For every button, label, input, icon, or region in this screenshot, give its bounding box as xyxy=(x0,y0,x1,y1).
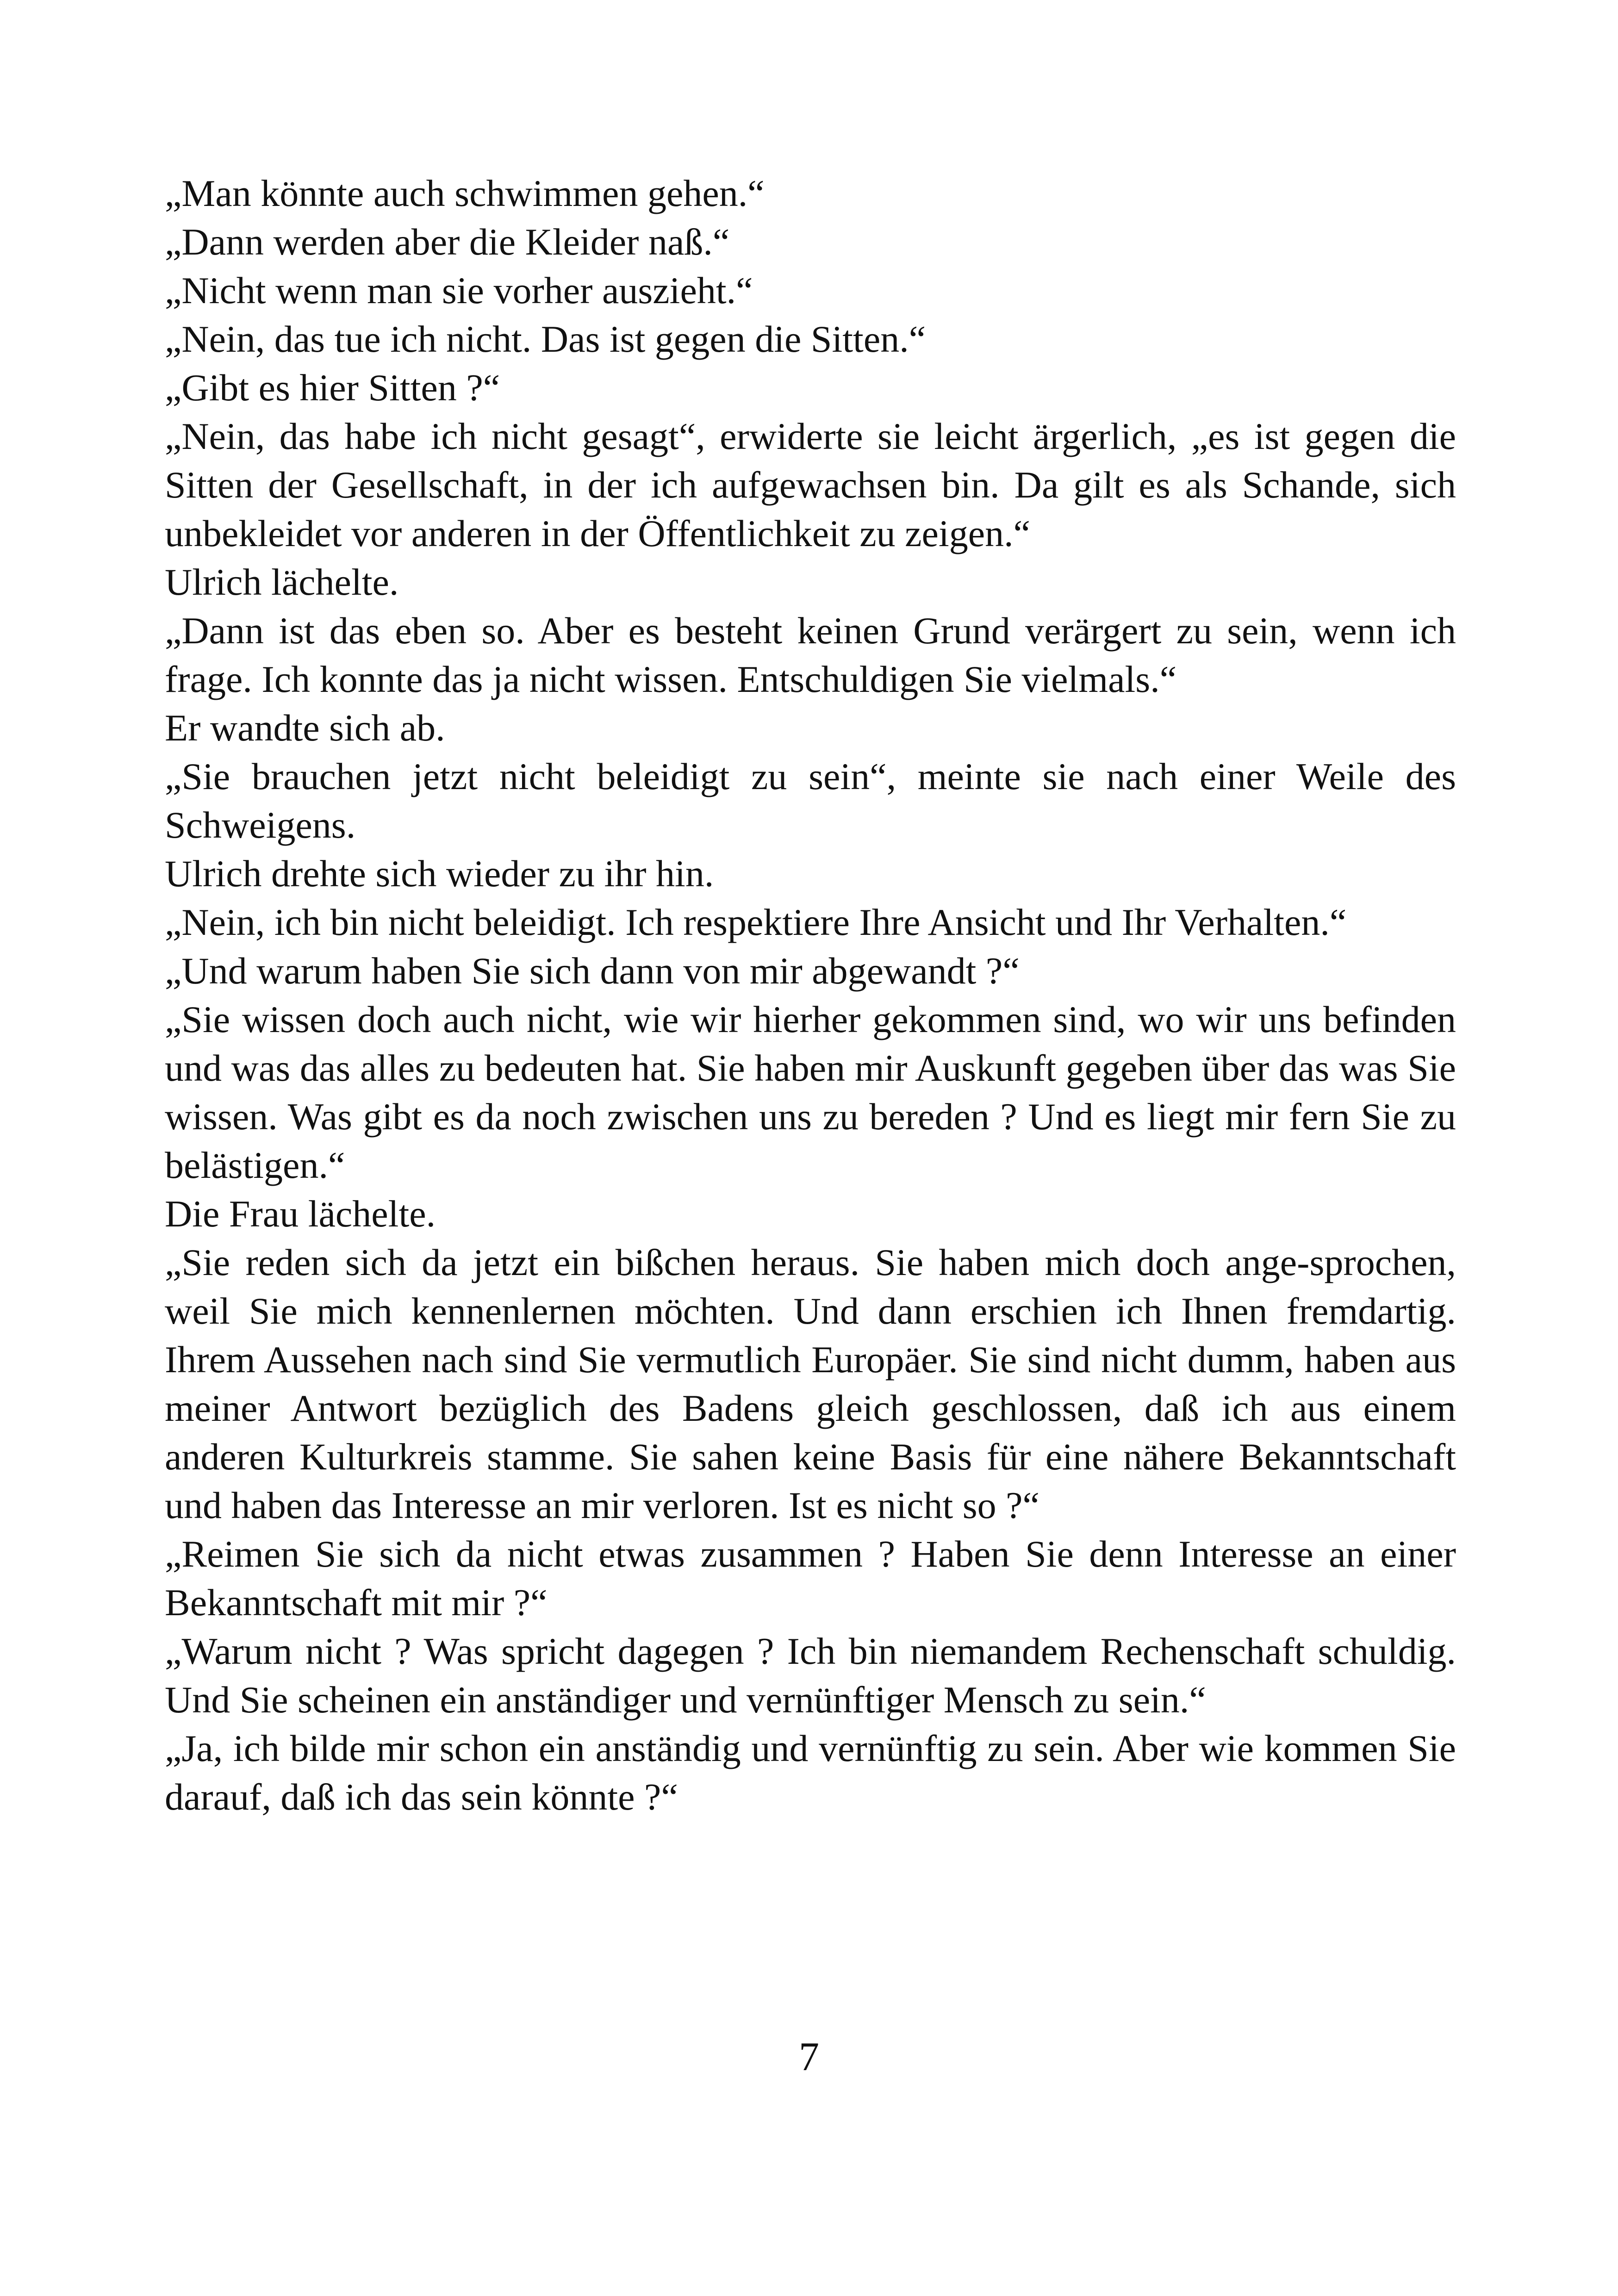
paragraph: „Nicht wenn man sie vorher auszieht.“ xyxy=(165,269,753,311)
paragraph: „Nein, das tue ich nicht. Das ist gegen die Sitten.“ xyxy=(165,318,926,360)
body-text xyxy=(165,169,1456,1821)
paragraph: „Gibt es hier Sitten ?“ xyxy=(165,367,500,409)
paragraph: Ulrich lächelte. xyxy=(165,561,399,603)
paragraph: „Sie brauchen jetzt nicht beleidigt zu sein“, meinte sie nach einer Weile des Schweigens. xyxy=(165,755,1456,846)
paragraph: „Nein, das habe ich nicht gesagt“, erwiderte sie leicht ärgerlich, „es ist gegen die Sitten der Gesellschaft, in der ich aufgewachsen bin. Da gilt es als Schande, sich unbekleidet vor anderen in der Öffentlichkeit zu zeigen.“ xyxy=(165,415,1456,554)
paragraph: „Dann ist das eben so. Aber es besteht keinen Grund verärgert zu sein, wenn ich frage. Ich konnte das ja nicht wissen. Entschuldigen Sie vielmals.“ xyxy=(165,610,1456,700)
paragraph: „Nein, ich bin nicht beleidigt. Ich respektiere Ihre Ansicht und Ihr Verhalten.“ xyxy=(165,901,1347,943)
paragraph: „Sie reden sich da jetzt ein bißchen heraus. Sie haben mich doch ange-sprochen, weil Sie mich kennenlernen möchten. Und dann erschien ich Ihnen fremdartig. Ihrem Aussehen nach sind Sie vermutlich Europäer. Sie sind nicht dumm, haben aus meiner Antwort bezüglich des Badens gleich geschlossen, daß ich aus einem anderen Kulturkreis stamme. Sie sahen keine Basis für eine nähere Bekanntschaft und haben das Interesse an mir verloren. Ist es nicht so ?“ xyxy=(165,1241,1456,1526)
page-number: 7 xyxy=(799,2035,819,2079)
paragraph: Die Frau lächelte. xyxy=(165,1193,436,1235)
paragraph: Er wandte sich ab. xyxy=(165,707,445,749)
paragraph: Ulrich drehte sich wieder zu ihr hin. xyxy=(165,852,714,895)
paragraph: „Sie wissen doch auch nicht, wie wir hierher gekommen sind, wo wir uns befinden und was das alles zu bedeuten hat. Sie haben mir Auskunft gegeben über das was Sie wissen. Was gibt es da noch zwischen uns zu bereden ? Und es liegt mir fern Sie zu belästigen.“ xyxy=(165,998,1456,1186)
paragraph: „Man könnte auch schwimmen gehen.“ xyxy=(165,172,765,214)
paragraph: „Und warum haben Sie sich dann von mir abgewandt ?“ xyxy=(165,950,1020,992)
paragraph: „Dann werden aber die Kleider naß.“ xyxy=(165,221,730,263)
paragraph: „Warum nicht ? Was spricht dagegen ? Ich bin niemandem Rechenschaft schuldig. Und Sie scheinen ein anständiger und vernünftiger Mensch zu sein.“ xyxy=(165,1630,1456,1721)
paragraph: „Ja, ich bilde mir schon ein anständig und vernünftig zu sein. Aber wie kommen Sie darauf, daß ich das sein könnte ?“ xyxy=(165,1727,1456,1818)
paragraph: „Reimen Sie sich da nicht etwas zusammen ? Haben Sie denn Interesse an einer Bekanntschaft mit mir ?“ xyxy=(165,1533,1456,1624)
